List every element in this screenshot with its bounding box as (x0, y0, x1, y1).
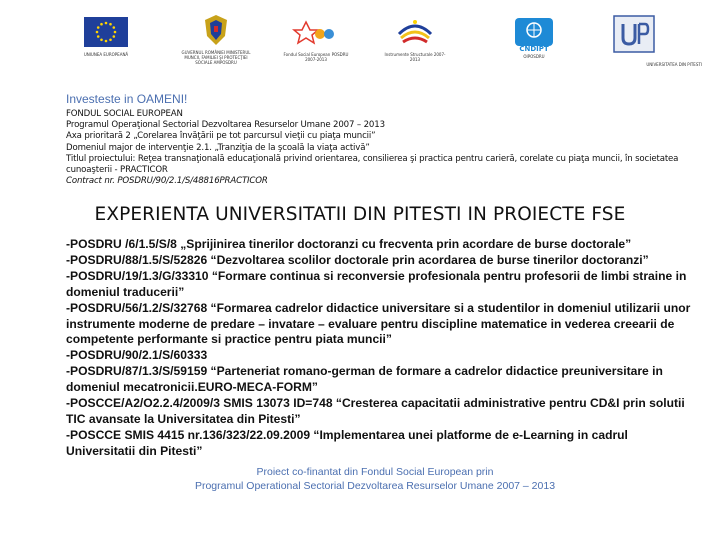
eu-caption: UNIUNEA EUROPEANĂ (83, 52, 129, 57)
fse-logo (292, 18, 340, 48)
fse-caption: Fondul Social European POSDRU 2007-2013 (283, 52, 349, 62)
government-caption: GUVERNUL ROMÂNIEI MINISTERUL MUNCII, FAMILIEI ŞI PROTECŢIEI SOCIALE AMPOSDRU (181, 50, 251, 65)
header-line-axis: Axa prioritară 2 „Corelarea învăţării pe tot parcursul vieţii cu piaţa muncii” (66, 131, 376, 142)
list-item: -POSDRU/19/1.3/G/33310 “Formare continua si reconversie profesionala pentru profesorii de limbi straine in domeniul traducerii” (66, 268, 687, 299)
list-item: -POSDRU/90/2.1/S/60333 (66, 348, 208, 363)
university-pitesti-logo (612, 14, 656, 54)
list-item: -POSDRU/87/1.3/S/59159 “Parteneriat romano-german de formare a cadrelor didactice preuniversitare in domeniul mecatronicii.EURO-MECA-FORM” (66, 364, 663, 395)
eu-stars-icon (84, 17, 128, 47)
header-line-project-title: Titlul proiectului: Reţea transnaţională educaţională privind orientarea, consilierea şi practica pentru carieră, corelate cu piaţa muncii, în societatea cunoaşterii - PRACTICOR (66, 153, 679, 176)
cndipt-logo (513, 16, 555, 48)
footer-line-2: Programul Operational Sectorial Dezvoltarea Resurselor Umane 2007 – 2013 (194, 479, 556, 492)
list-item: -POSDRU/88/1.5/S/52826 “Dezvoltarea scolilor doctorale prin acordarea de burse tinerilor doctoranzi” (66, 252, 649, 267)
eu-flag-logo (84, 17, 128, 47)
romania-coat-of-arms-logo (203, 14, 229, 46)
project-header (66, 92, 686, 187)
list-item: -POSDRU /6/1.5/S/8 „Sprijinirea tinerilor doctoranzi cu frecventa prin acordare de burse doctorale” (66, 237, 632, 251)
footer (0, 466, 720, 493)
header-line-program: Programul Operaţional Sectorial Dezvoltarea Resurselor Umane 2007 – 2013 (66, 120, 385, 131)
slogan: Investeste in OAMENI! (66, 92, 188, 106)
list-item: -POSCCE/A2/O2.2.4/2009/3 SMIS 13073 ID=748 “Cresterea capacitatii administrative pentru CD&I prin solutii TIC avansate la Universitatea din Pitesti” (66, 396, 685, 426)
header-line-fse: FONDUL SOCIAL EUROPEAN (66, 109, 183, 119)
header-line-domain: Domeniul major de intervenţie 2.1. „Tranziţia de la şcoală la viaţa activă” (66, 142, 370, 153)
structural-instruments-logo (395, 16, 435, 48)
project-list (66, 237, 696, 460)
footer-line-1: Proiect co-finantat din Fondul Social European prin (256, 466, 494, 478)
logo-bar (0, 12, 720, 72)
header-line-contract: Contract nr. POSDRU/90/2.1/S/48816PRACTICOR (66, 176, 268, 187)
university-caption: UNIVERSITATEA DIN PITESTI (646, 62, 702, 67)
list-item: -POSCCE SMIS 4415 nr.136/323/22.09.2009 “Implementarea unei platforme de e-Learning in cadrul Universitatii din Pitesti” (66, 427, 628, 458)
list-item: -POSDRU/56/1.2/S/32768 “Formarea cadrelor didactice universitare si a studentilor in domeniul utilizarii unor instrumente moderne de predare – invatare – evaluare pentru discipline matematice in vederea creearii de competente performante si practice pentru piata muncii” (66, 300, 691, 347)
structural-instruments-caption: Instrumente Structurale 2007-2013 (384, 52, 446, 62)
cndipt-label: CNDIPT (519, 45, 549, 53)
cndipt-caption: OIPOSDRU (523, 54, 545, 59)
page-title: EXPERIENTA UNIVERSITATII DIN PITESTI IN PROIECTE FSE (94, 204, 626, 225)
